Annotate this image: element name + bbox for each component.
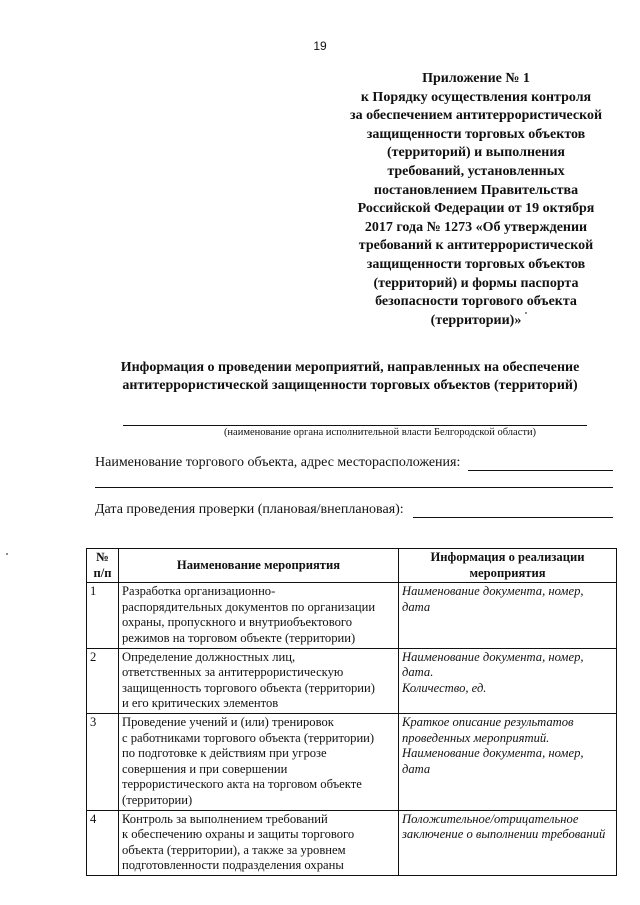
appendix-line: Российской Федерации от 19 октября bbox=[357, 201, 595, 217]
measure-line: (территории) bbox=[122, 792, 193, 807]
header-num bbox=[87, 549, 119, 583]
info-line: Количество, ед. bbox=[402, 680, 487, 695]
header-info-line: Информация о реализации bbox=[430, 550, 585, 564]
page-number: 19 bbox=[313, 39, 327, 53]
table-row bbox=[87, 810, 617, 875]
info-line: Наименование документа, номер, bbox=[402, 746, 584, 761]
measure-line: подготовленности подразделения охраны bbox=[122, 858, 344, 873]
measures-table bbox=[86, 548, 617, 876]
measure-line: и его критических элементов bbox=[122, 696, 279, 711]
table-row bbox=[87, 713, 617, 810]
info-line: Наименование документа, номер, bbox=[402, 649, 584, 664]
row-number: 1 bbox=[87, 583, 119, 648]
table-row bbox=[87, 583, 617, 648]
row-measure bbox=[119, 648, 399, 713]
appendix-line: (территорий) и выполнения bbox=[387, 145, 565, 161]
info-line: Положительное/отрицательное bbox=[402, 811, 579, 826]
date-fill-line bbox=[413, 517, 613, 518]
measure-line: распорядительных документов по организации bbox=[122, 599, 376, 614]
scan-speck bbox=[525, 312, 527, 314]
row-number: 3 bbox=[87, 713, 119, 810]
measure-line: Контроль за выполнением требований bbox=[122, 811, 328, 826]
appendix-line: (территорий) и формы паспорта bbox=[373, 275, 579, 291]
appendix-line: безопасности торгового объекта bbox=[375, 294, 577, 310]
appendix-line: постановлением Правительства bbox=[373, 182, 579, 198]
info-line: дата bbox=[402, 761, 431, 776]
measure-line: Проведение учений и (или) тренировок bbox=[122, 714, 334, 729]
row-info bbox=[399, 810, 617, 875]
header-info-line: мероприятия bbox=[469, 565, 546, 580]
info-line: проведенных мероприятий. bbox=[402, 730, 550, 745]
measure-line: с работниками торгового объекта (территории) bbox=[122, 730, 375, 745]
row-number: 4 bbox=[87, 810, 119, 875]
row-measure bbox=[119, 713, 399, 810]
row-info bbox=[399, 583, 617, 648]
info-title-line: Информация о проведении мероприятий, направленных на обеспечение bbox=[120, 360, 580, 375]
info-line: Наименование документа, номер, bbox=[402, 584, 584, 599]
header-num-line: № bbox=[96, 550, 109, 564]
appendix-line: (территории)» bbox=[430, 312, 522, 328]
appendix-line: к Порядку осуществления контроля bbox=[360, 89, 592, 105]
info-line: дата. bbox=[402, 665, 434, 680]
measure-line: к обеспечению охраны и защиты торгового bbox=[122, 827, 355, 842]
appendix-line: защищенности торговых объектов bbox=[366, 256, 586, 272]
measure-line: режимов на торговом объекте (территории) bbox=[122, 630, 356, 645]
header-num-line: п/п bbox=[93, 565, 112, 580]
date-label: Дата проведения проверки (плановая/внеплановая): bbox=[95, 502, 404, 517]
measure-line: объекта (территории), а также за уровнем bbox=[122, 842, 346, 857]
measure-line: террористического акта на торговом объекте bbox=[122, 777, 362, 792]
header-info bbox=[399, 549, 617, 583]
measure-line: совершения и при совершении bbox=[122, 761, 288, 776]
appendix-line: 2017 года № 1273 «Об утверждении bbox=[364, 219, 588, 235]
appendix-line: защищенности торговых объектов bbox=[366, 126, 586, 142]
row-measure bbox=[119, 810, 399, 875]
appendix-line: требований, установленных bbox=[387, 163, 565, 179]
info-line: заключение о выполнении требований bbox=[402, 827, 606, 842]
authority-caption: (наименование органа исполнительной власти Белгородской области) bbox=[223, 427, 537, 438]
measure-line: Разработка организационно- bbox=[122, 584, 276, 599]
info-line: дата bbox=[402, 599, 431, 614]
info-line: Краткое описание результатов bbox=[402, 714, 574, 729]
measure-line: охраны, пропускного и внутриобъектового bbox=[122, 615, 353, 630]
appendix-line: требований к антитеррористической bbox=[358, 238, 594, 254]
row-info bbox=[399, 648, 617, 713]
appendix-heading bbox=[330, 70, 622, 330]
object-fill-line-2 bbox=[95, 487, 613, 488]
scan-speck bbox=[6, 553, 8, 555]
measure-line: Определение должностных лиц, bbox=[122, 649, 296, 664]
row-measure bbox=[119, 583, 399, 648]
table-row bbox=[87, 648, 617, 713]
row-number: 2 bbox=[87, 648, 119, 713]
appendix-line: за обеспечением антитеррористической bbox=[349, 108, 603, 124]
object-label: Наименование торгового объекта, адрес месторасположения: bbox=[95, 455, 461, 470]
measure-line: защищенность торгового объекта (территории) bbox=[122, 680, 375, 695]
header-measure: Наименование мероприятия bbox=[119, 549, 399, 583]
table-header-row bbox=[87, 549, 617, 583]
authority-fill-line bbox=[123, 425, 587, 426]
measure-line: ответственных за антитеррористическую bbox=[122, 665, 344, 680]
measure-line: по подготовке к действиям при угрозе bbox=[122, 746, 327, 761]
object-fill-line bbox=[468, 470, 613, 471]
info-title-line: антитеррористической защищенности торговых объектов (территорий) bbox=[122, 378, 578, 393]
row-info bbox=[399, 713, 617, 810]
appendix-line: Приложение № 1 bbox=[422, 71, 530, 86]
info-title bbox=[100, 359, 600, 395]
